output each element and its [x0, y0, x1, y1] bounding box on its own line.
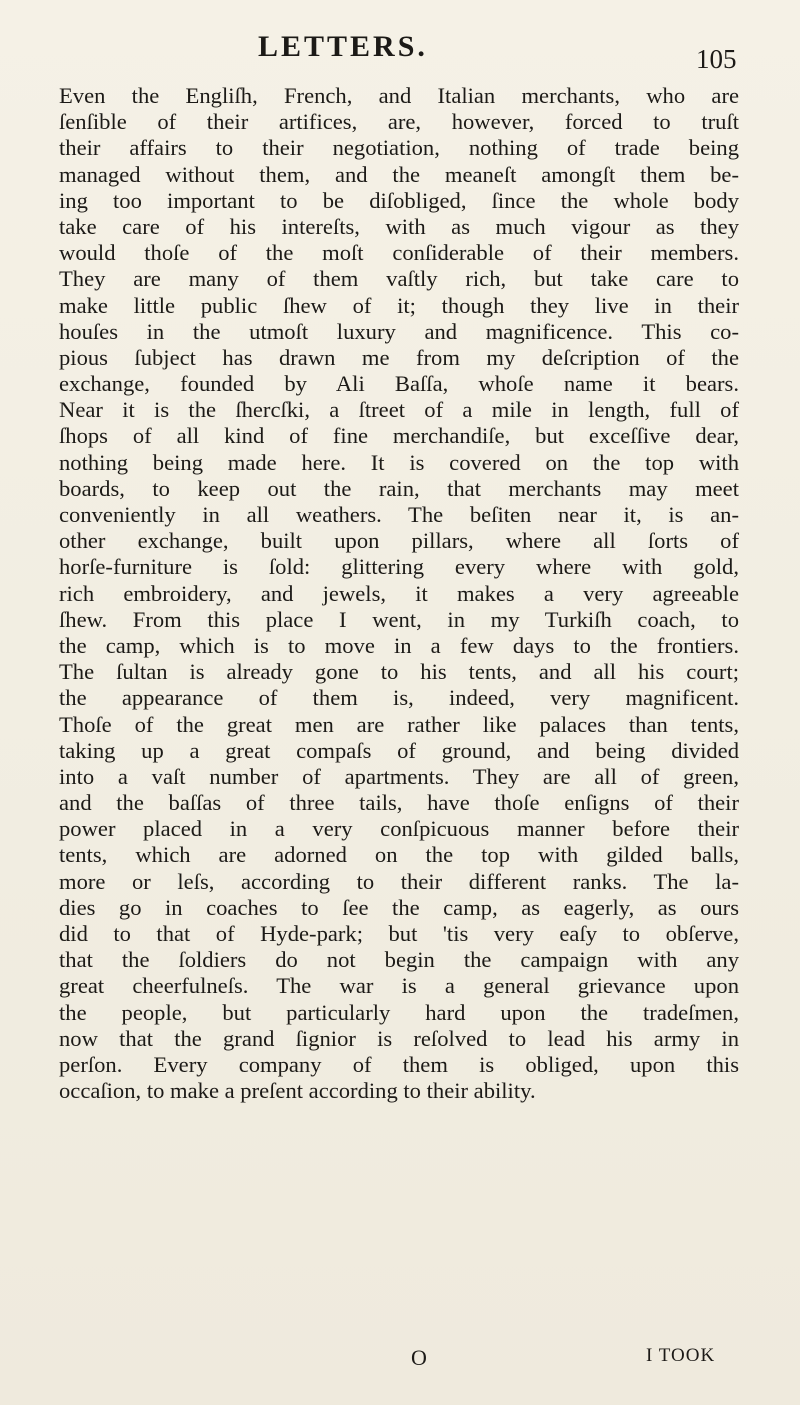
text-line: would thoſe of the moſt conſiderable of their members.: [59, 240, 739, 266]
text-line: ſhew. From this place I went, in my Turkiſh coach, to: [59, 606, 739, 632]
text-line: They are many of them vaſtly rich, but take care to: [59, 266, 739, 292]
text-line: now that the grand ſignior is reſolved to lead his army in: [59, 1025, 739, 1051]
body-text: [59, 83, 739, 1104]
text-line: Even the Engliſh, French, and Italian merchants, who are: [59, 83, 739, 108]
text-line: into a vaſt number of apartments. They are all of green,: [59, 763, 739, 789]
text-line: nothing being made here. It is covered on the top with: [59, 449, 739, 475]
text-line: horſe-furniture is ſold: glittering every where with gold,: [59, 554, 739, 580]
text-line: make little public ſhew of it; though they live in their: [59, 292, 739, 318]
text-line: their affairs to their negotiation, nothing of trade being: [59, 135, 739, 161]
text-line: ſhops of all kind of fine merchandiſe, but exceſſive dear,: [59, 423, 739, 449]
text-line: Near it is the ſhercſki, a ſtreet of a mile in length, full of: [59, 397, 739, 423]
text-line: that the ſoldiers do not begin the campaign with any: [59, 947, 739, 973]
text-line: take care of his intereſts, with as much vigour as they: [59, 213, 739, 239]
text-line: the appearance of them is, indeed, very magnificent.: [59, 685, 739, 711]
text-line: ſenſible of their artifices, are, however, forced to truſt: [59, 109, 739, 135]
page-footer: [59, 1345, 739, 1375]
text-line: conveniently in all weathers. The beſiten near it, is an-: [59, 502, 739, 527]
text-line: great cheerfulneſs. The war is a general grievance upon: [59, 973, 739, 999]
text-line: and the baſſas of three tails, have thoſe enſigns of their: [59, 790, 739, 816]
text-line: boards, to keep out the rain, that merchants may meet: [59, 475, 739, 501]
text-line: more or leſs, according to their different ranks. The la-: [59, 868, 739, 894]
text-line: houſes in the utmoſt luxury and magnificence. This co-: [59, 318, 739, 344]
text-line: Thoſe of the great men are rather like palaces than tents,: [59, 711, 739, 737]
text-line: other exchange, built upon pillars, where all ſorts of: [59, 528, 739, 554]
text-line: the camp, which is to move in a few days to the frontiers.: [59, 632, 739, 658]
text-line: did to that of Hyde-park; but 'tis very eaſy to obſerve,: [59, 921, 739, 946]
text-line: managed without them, and the meaneſt amongſt them be-: [59, 161, 739, 187]
text-line: power placed in a very conſpicuous manner before their: [59, 816, 739, 842]
text-line: taking up a great compaſs of ground, and being divided: [59, 737, 739, 763]
catchword: I TOOK: [646, 1345, 716, 1366]
text-line: occaſion, to make a preſent according to their ability.: [59, 1078, 536, 1104]
text-line: exchange, founded by Ali Baſſa, whoſe name it bears.: [59, 371, 739, 397]
text-line: pious ſubject has drawn me from my deſcription of the: [59, 344, 739, 370]
text-line: The ſultan is already gone to his tents, and all his court;: [59, 659, 739, 685]
text-line: dies go in coaches to ſee the camp, as eagerly, as ours: [59, 894, 739, 920]
text-line: perſon. Every company of them is obliged, upon this: [59, 1051, 739, 1077]
signature-mark: O: [411, 1345, 427, 1370]
page-number: 105: [696, 44, 737, 74]
running-head: LETTERS.: [258, 30, 428, 63]
text-line: tents, which are adorned on the top with gilded balls,: [59, 842, 739, 868]
text-line: rich embroidery, and jewels, it makes a very agreeable: [59, 580, 739, 606]
text-line: the people, but particularly hard upon the tradeſmen,: [59, 999, 739, 1025]
text-line: ing too important to be diſobliged, ſince the whole body: [59, 187, 739, 213]
